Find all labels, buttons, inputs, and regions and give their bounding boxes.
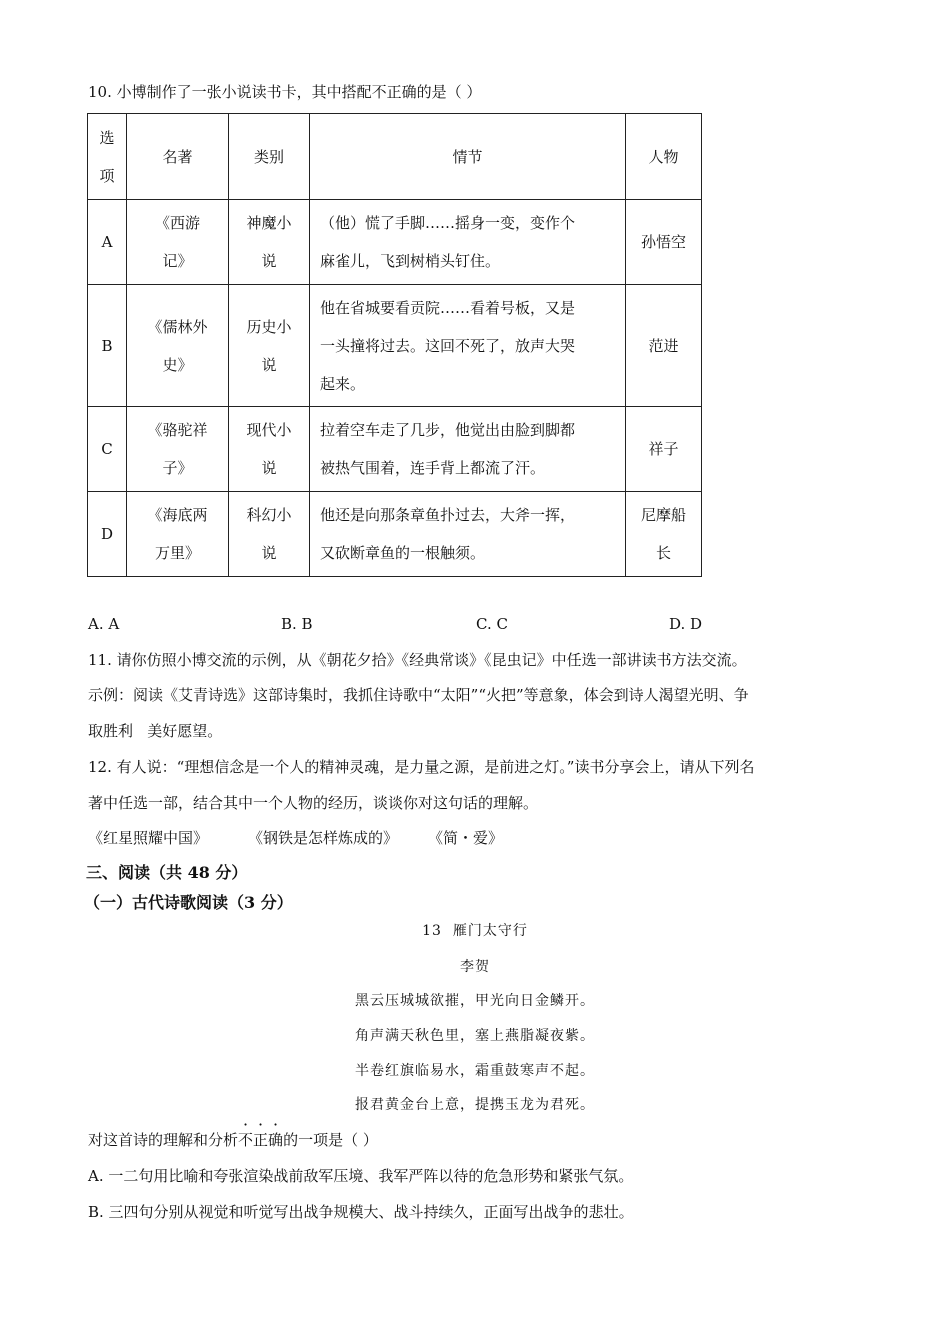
choice-b: B. B [281, 615, 313, 633]
q11-example-cont: 取胜利 美好愿望。 [88, 722, 223, 740]
table-row [88, 407, 702, 492]
q10-stem: 10. 小博制作了一张小说读书卡，其中搭配不正确的是（ ） [88, 83, 482, 101]
poem-title: 13 雁门太守行 [422, 923, 528, 939]
row-book: 《儒林外 史》 [127, 285, 229, 407]
row-book: 《骆驼祥 子》 [127, 407, 229, 492]
q13-stem: 对这首诗的理解和分析不正确的一项是（ ） [88, 1131, 378, 1149]
row-book: 《西游 记》 [127, 200, 229, 285]
table-row [88, 285, 702, 407]
row-plot: （他）慌了手脚……摇身一变，变作个 麻雀儿，飞到树梢头钉住。 [310, 200, 626, 285]
row-character: 孙悟空 [626, 200, 702, 285]
book-item: 《简・爱》 [428, 829, 504, 847]
header-option: 选 项 [88, 114, 127, 200]
q11-stem: 11. 请你仿照小博交流的示例，从《朝花夕拾》《经典常谈》《昆虫记》中任选一部讲读书方法交流。 [88, 651, 747, 669]
poem-line: 角声满天秋色里，塞上燕脂凝夜紫。 [355, 1028, 595, 1044]
emphasis-char: 确 [268, 1131, 284, 1149]
row-genre: 历史小 说 [229, 285, 310, 407]
choice-d: D. D [669, 615, 703, 633]
row-character: 范进 [626, 285, 702, 407]
reading-card-table [87, 113, 702, 577]
subsection-title: （一）古代诗歌阅读（3 分） [84, 893, 293, 912]
row-option: D [88, 492, 127, 577]
emphasis-char: 不 [238, 1131, 254, 1149]
header-book: 名著 [127, 114, 229, 200]
row-plot: 他在省城要看贡院……看着号板，又是 一头撞将过去。这回不死了，放声大哭 起来。 [310, 285, 626, 407]
book-item: 《红星照耀中国》 [88, 829, 209, 847]
row-genre: 科幻小 说 [229, 492, 310, 577]
emphasis-char: 正 [253, 1131, 269, 1149]
row-genre: 神魔小 说 [229, 200, 310, 285]
book-item: 《钢铁是怎样炼成的》 [248, 829, 399, 847]
poem-line: 报君黄金台上意，提携玉龙为君死。 [355, 1097, 595, 1113]
choice-a: A. A [88, 615, 120, 633]
table-header-row [88, 114, 702, 200]
row-book: 《海底两 万里》 [127, 492, 229, 577]
q13-option-b: B. 三四句分别从视觉和听觉写出战争规模大、战斗持续久，正面写出战争的悲壮。 [88, 1203, 634, 1221]
q13-option-a: A. 一二句用比喻和夸张渲染战前敌军压境、我军严阵以待的危急形势和紧张气氛。 [88, 1167, 634, 1185]
poem-line: 半卷红旗临易水，霜重鼓寒声不起。 [355, 1063, 595, 1079]
header-character: 人物 [626, 114, 702, 200]
row-character: 尼摩船 长 [626, 492, 702, 577]
row-option: C [88, 407, 127, 492]
choice-c: C. C [476, 615, 508, 633]
row-option: B [88, 285, 127, 407]
header-plot: 情节 [310, 114, 626, 200]
row-plot: 拉着空车走了几步，他觉出由脸到脚都 被热气围着，连手背上都流了汗。 [310, 407, 626, 492]
row-character: 祥子 [626, 407, 702, 492]
poem-author: 李贺 [460, 959, 490, 975]
table-row [88, 492, 702, 577]
q12-stem-cont: 著中任选一部，结合其中一个人物的经历，谈谈你对这句话的理解。 [88, 794, 539, 812]
q12-book-list [88, 828, 503, 848]
q11-example: 示例：阅读《艾青诗选》这部诗集时，我抓住诗歌中“太阳”“火把”等意象，体会到诗人渴望光明、争 [88, 686, 749, 704]
row-plot: 他还是向那条章鱼扑过去，大斧一挥， 又砍断章鱼的一根触须。 [310, 492, 626, 577]
row-genre: 现代小 说 [229, 407, 310, 492]
table-row [88, 200, 702, 285]
section-title: 三、阅读（共 48 分） [86, 863, 248, 882]
header-genre: 类别 [229, 114, 310, 200]
row-option: A [88, 200, 127, 285]
q12-stem: 12. 有人说：“理想信念是一个人的精神灵魂，是力量之源，是前进之灯。”读书分享会上，请从下列名 [88, 758, 755, 776]
poem-line: 黑云压城城欲摧，甲光向日金鳞开。 [355, 993, 595, 1009]
